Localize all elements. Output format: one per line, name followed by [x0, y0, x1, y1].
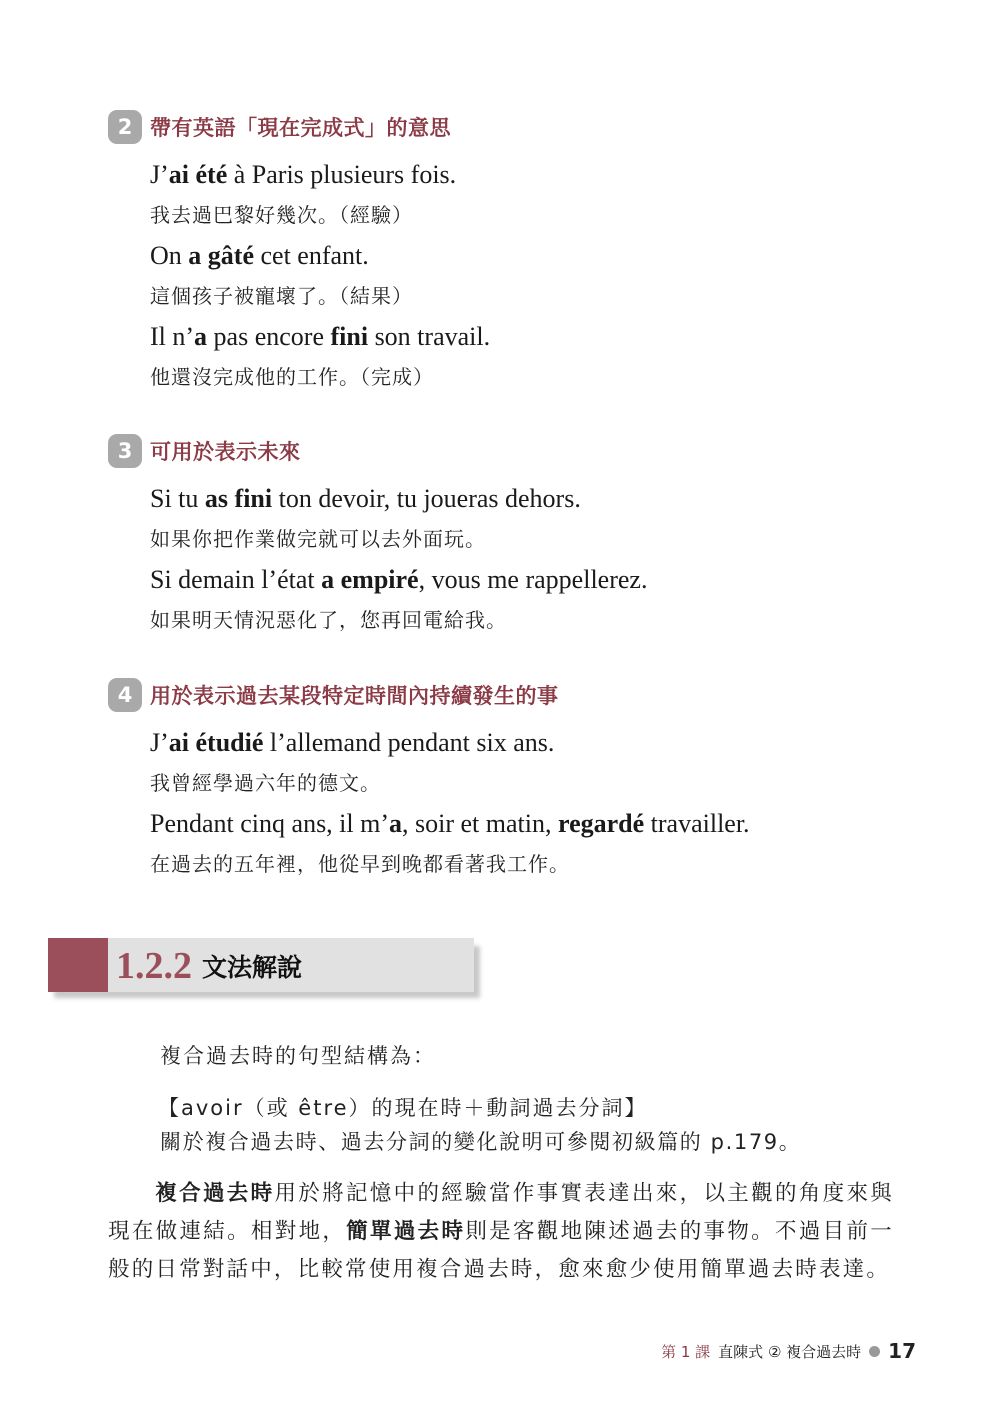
verb-emphasis: a gâté — [188, 241, 254, 270]
text-run: travailler. — [644, 809, 750, 838]
page-number: 17 — [888, 1339, 916, 1363]
grammar-structure: 【avoir（或 être）的現在時＋動詞過去分詞】 — [158, 1096, 648, 1120]
verb-emphasis: 複合過去時 — [155, 1181, 275, 1206]
text-run: Si tu — [150, 484, 205, 513]
text-run: Si demain l’état — [150, 565, 322, 594]
grammar-section-title: 文法解說 — [202, 953, 303, 982]
text-run: Pendant cinq ans, il m’ — [150, 809, 390, 838]
verb-emphasis: a — [194, 322, 208, 351]
chinese-translation: 這個孩子被寵壞了。（結果） — [150, 284, 413, 308]
section-number-badge: 4 — [108, 678, 142, 712]
grammar-explanation-paragraph — [108, 1175, 894, 1289]
chinese-translation: 他還沒完成他的工作。（完成） — [150, 365, 434, 389]
text-run: l’allemand pendant six ans. — [263, 728, 555, 757]
french-example — [150, 565, 647, 595]
text-run: son travail. — [368, 322, 491, 351]
text-run: 則是客觀地陳述過去的事物。不過目前一般的日常對話中，比較常使用複合過去時，愈來愈少使用簡單過去時表達。 — [108, 1219, 894, 1282]
footer-dot-icon — [869, 1346, 880, 1357]
verb-emphasis: fini — [330, 322, 369, 351]
text-run: à Paris plusieurs fois. — [227, 160, 457, 189]
text-run: , soir et matin, — [402, 809, 558, 838]
section-number-badge: 3 — [108, 434, 142, 468]
grammar-reference: 關於複合過去時、過去分詞的變化說明可參閱初級篇的 p.179。 — [160, 1130, 802, 1154]
chinese-translation: 如果明天情況惡化了，您再回電給我。 — [150, 608, 507, 632]
text-run: J’ — [150, 728, 169, 757]
section-2-heading — [108, 110, 451, 144]
verb-emphasis: a empiré — [321, 565, 419, 594]
section-title: 帶有英語「現在完成式」的意思 — [150, 116, 451, 140]
grammar-heading — [116, 941, 302, 991]
text-run: 用於將記憶中的經驗當作事實表達出來，以主觀的角度來與現在做連結。相對地， — [108, 1181, 894, 1244]
text-run: pas encore — [207, 322, 331, 351]
footer-lesson: 第 1 課 — [661, 1342, 711, 1361]
section-title: 用於表示過去某段特定時間內持續發生的事 — [150, 684, 559, 708]
section-title: 可用於表示未來 — [150, 440, 301, 464]
grammar-section-number: 1.2.2 — [116, 945, 192, 987]
french-example — [150, 809, 750, 839]
text-run: cet enfant. — [253, 241, 369, 270]
french-example — [150, 241, 369, 271]
french-example — [150, 160, 456, 190]
verb-emphasis: regardé — [558, 809, 645, 838]
chinese-translation: 我曾經學過六年的德文。 — [150, 771, 381, 795]
text-run: ton devoir, tu joueras dehors. — [272, 484, 581, 513]
section-number-badge: 2 — [108, 110, 142, 144]
section-4-heading — [108, 678, 559, 712]
text-run: , vous me rappellerez. — [418, 565, 648, 594]
verb-emphasis: as fini — [204, 484, 273, 513]
page-footer — [661, 1337, 916, 1365]
verb-emphasis: a — [389, 809, 403, 838]
verb-emphasis: 簡單過去時 — [346, 1219, 466, 1244]
section-3-heading — [108, 434, 301, 468]
french-example — [150, 322, 490, 352]
french-example — [150, 728, 554, 758]
banner-accent-block — [48, 938, 108, 992]
chinese-translation: 在過去的五年裡，他從早到晚都看著我工作。 — [150, 852, 570, 876]
chinese-translation: 我去過巴黎好幾次。（經驗） — [150, 203, 413, 227]
grammar-intro: 複合過去時的句型結構為： — [160, 1044, 436, 1068]
text-run: Il n’ — [150, 322, 195, 351]
verb-emphasis: ai été — [168, 160, 228, 189]
footer-chapter: 直陳式 ② 複合過去時 — [718, 1342, 862, 1361]
text-run: J’ — [150, 160, 169, 189]
french-example — [150, 484, 581, 514]
text-run: On — [150, 241, 189, 270]
verb-emphasis: ai étudié — [168, 728, 264, 757]
chinese-translation: 如果你把作業做完就可以去外面玩。 — [150, 527, 486, 551]
